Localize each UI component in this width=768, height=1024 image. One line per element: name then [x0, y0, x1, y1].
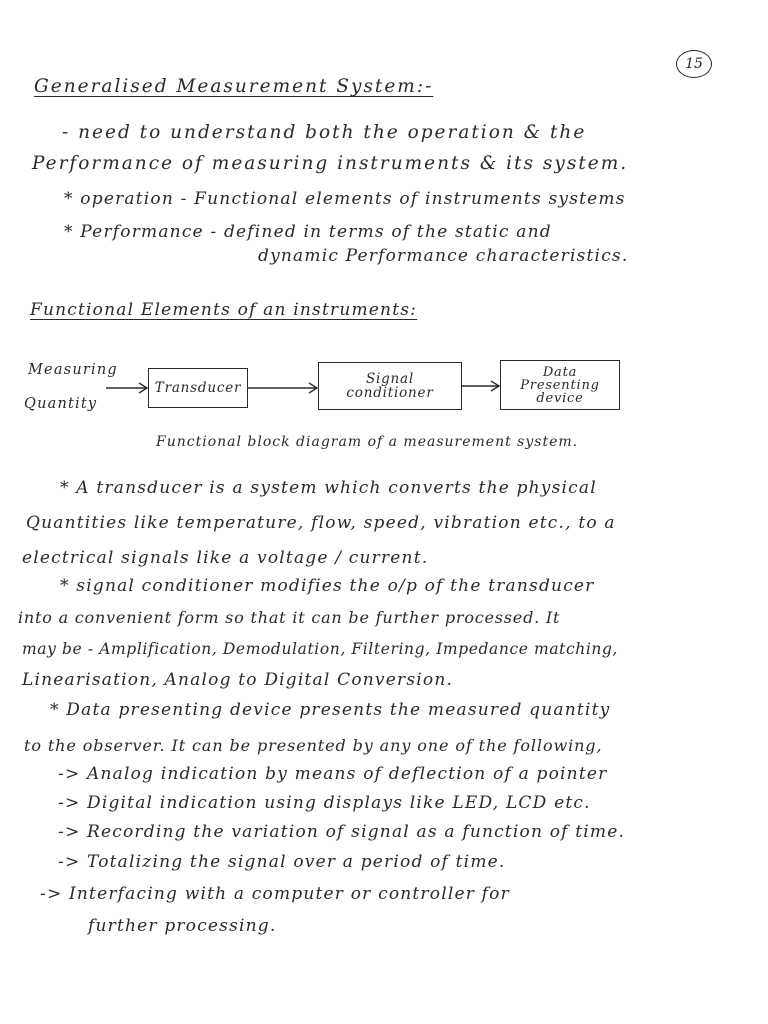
body-line: * signal conditioner modifies the o/p of the transducer [60, 576, 595, 596]
intro-performance-1: * Performance - defined in terms of the static and [64, 222, 552, 242]
body-line: Quantities like temperature, flow, speed, vibration etc., to a [26, 513, 616, 533]
bullet-continuation: further processing. [88, 916, 277, 936]
intro-line-1: - need to understand both the operation & the [62, 122, 587, 143]
bullet-item: -> Digital indication using displays like LED, LCD etc. [58, 793, 591, 813]
diagram-caption: Functional block diagram of a measurement system. [156, 434, 579, 450]
body-line: * A transducer is a system which converts the physical [60, 478, 597, 498]
data-presenting-label-2: Presenting [520, 377, 600, 393]
body-line: * Data presenting device presents the measured quantity [50, 700, 611, 720]
data-presenting-label-1: Data [542, 364, 578, 380]
signal-conditioner-label-1: Signal [365, 371, 415, 387]
section-subheading: Functional Elements of an instruments: [30, 300, 418, 320]
intro-operation: * operation - Functional elements of instruments systems [64, 189, 626, 209]
page-number: 15 [676, 50, 712, 78]
intro-performance-2: dynamic Performance characteristics. [258, 246, 629, 266]
bullet-item: -> Analog indication by means of deflection of a pointer [58, 764, 608, 784]
signal-conditioner-label-2: conditioner [346, 385, 434, 401]
bullet-item: -> Totalizing the signal over a period of time. [58, 852, 506, 872]
body-line: Linearisation, Analog to Digital Conversion. [22, 670, 454, 690]
intro-line-2: Performance of measuring instruments & its system. [32, 153, 629, 174]
transducer-label: Transducer [154, 380, 242, 396]
input-label-measuring: Measuring [28, 362, 118, 378]
body-line: to the observer. It can be presented by any one of the following, [24, 736, 603, 755]
transducer-block [148, 368, 248, 408]
data-presenting-label-3: device [536, 390, 584, 406]
body-line: may be - Amplification, Demodulation, Filtering, Impedance matching, [22, 640, 619, 658]
signal-conditioner-block [318, 362, 462, 410]
input-label-quantity: Quantity [24, 396, 98, 412]
bullet-item: -> Interfacing with a computer or controller for [40, 884, 510, 904]
body-line: electrical signals like a voltage / current. [22, 548, 429, 568]
bullet-item: -> Recording the variation of signal as a function of time. [58, 822, 626, 842]
data-presenting-device-block [500, 360, 620, 410]
body-line: into a convenient form so that it can be further processed. It [18, 608, 561, 627]
page-heading: Generalised Measurement System:- [34, 76, 434, 97]
